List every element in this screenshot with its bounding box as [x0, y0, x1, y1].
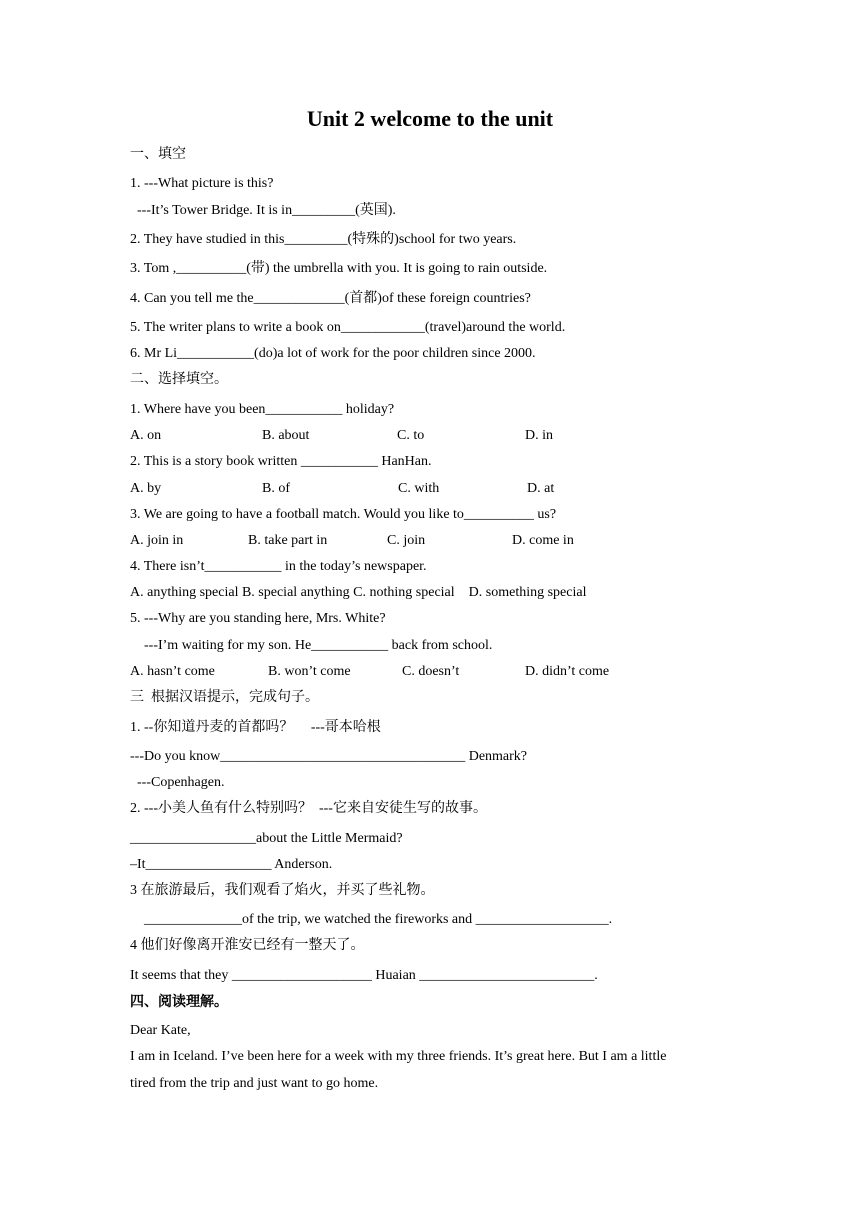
s3-question-4b: It seems that they ____________________ Huaian _________________________.: [130, 968, 598, 983]
letter-greeting: Dear Kate,: [130, 1023, 191, 1038]
option-d: D. at: [527, 481, 555, 496]
option-a: A. on: [130, 428, 162, 443]
s3-question-3b: ______________of the trip, we watched the fireworks and ___________________.: [130, 912, 613, 927]
section2-heading: 二、选择填空。: [130, 372, 228, 387]
s2-q3-options: [130, 532, 730, 550]
s1-question-5: 5. The writer plans to write a book on____________(travel)around the world.: [130, 320, 566, 335]
letter-paragraph-line-2: tired from the trip and just want to go home.: [130, 1076, 379, 1091]
s2-question-1: 1. Where have you been___________ holiday?: [130, 402, 395, 417]
option-b: B. of: [262, 481, 290, 496]
page-title: Unit 2 welcome to the unit: [306, 106, 554, 131]
s3-question-2b: __________________about the Little Mermaid?: [130, 831, 403, 846]
letter-paragraph-line-1: I am in Iceland. I’ve been here for a week with my three friends. It’s great here. But I am a little: [130, 1049, 667, 1064]
s3-question-4a: 4 他们好像离开淮安已经有一整天了。: [130, 938, 365, 953]
option-c: C. join: [387, 533, 426, 548]
option-b: B. won’t come: [268, 664, 351, 679]
section4-heading: 四、阅读理解。: [130, 995, 228, 1010]
s2-q1-options: [130, 427, 730, 445]
s1-question-3: 3. Tom ,__________(带) the umbrella with you. It is going to rain outside.: [130, 261, 548, 276]
s2-q4-options: A. anything special B. special anything C. nothing special D. something special: [130, 585, 587, 600]
s3-question-1a: 1. --你知道丹麦的首都吗？ ---哥本哈根: [130, 720, 381, 735]
option-d: D. come in: [512, 533, 574, 548]
option-c: C. doesn’t: [402, 664, 460, 679]
s1-question-1a: 1. ---What picture is this?: [130, 176, 274, 191]
s1-question-2: 2. They have studied in this_________(特殊的)school for two years.: [130, 232, 517, 247]
s3-question-2a: 2. ---小美人鱼有什么特别吗？ ---它来自安徒生写的故事。: [130, 801, 487, 816]
option-a: A. join in: [130, 533, 184, 548]
option-b: B. take part in: [248, 533, 328, 548]
s2-question-5a: 5. ---Why are you standing here, Mrs. White?: [130, 611, 386, 626]
s3-question-3a: 3 在旅游最后，我们观看了焰火，并买了些礼物。: [130, 883, 435, 898]
option-d: D. in: [525, 428, 553, 443]
s2-q2-options: [130, 480, 730, 498]
s3-question-2c: –It__________________ Anderson.: [130, 857, 333, 872]
s1-question-4: 4. Can you tell me the_____________(首都)of these foreign countries?: [130, 291, 531, 306]
option-c: C. with: [398, 481, 440, 496]
s1-question-1b: ---It’s Tower Bridge. It is in_________(英国).: [130, 203, 396, 218]
s2-question-5b: ---I’m waiting for my son. He___________ back from school.: [130, 638, 493, 653]
option-c: C. to: [397, 428, 425, 443]
s2-question-2: 2. This is a story book written ___________ HanHan.: [130, 454, 432, 469]
s2-question-3: 3. We are going to have a football match. Would you like to__________ us?: [130, 507, 557, 522]
section1-heading: 一、填空: [130, 147, 186, 162]
option-a: A. hasn’t come: [130, 664, 215, 679]
option-d: D. didn’t come: [525, 664, 610, 679]
option-a: A. by: [130, 481, 162, 496]
s2-question-4: 4. There isn’t___________ in the today’s newspaper.: [130, 559, 427, 574]
s1-question-6: 6. Mr Li___________(do)a lot of work for the poor children since 2000.: [130, 346, 536, 361]
s3-question-1b: ---Do you know___________________________________ Denmark?: [130, 749, 528, 764]
option-b: B. about: [262, 428, 310, 443]
s2-q5-options: [130, 663, 730, 681]
section3-heading: 三 根据汉语提示，完成句子。: [130, 690, 319, 705]
s3-question-1c: ---Copenhagen.: [130, 775, 225, 790]
